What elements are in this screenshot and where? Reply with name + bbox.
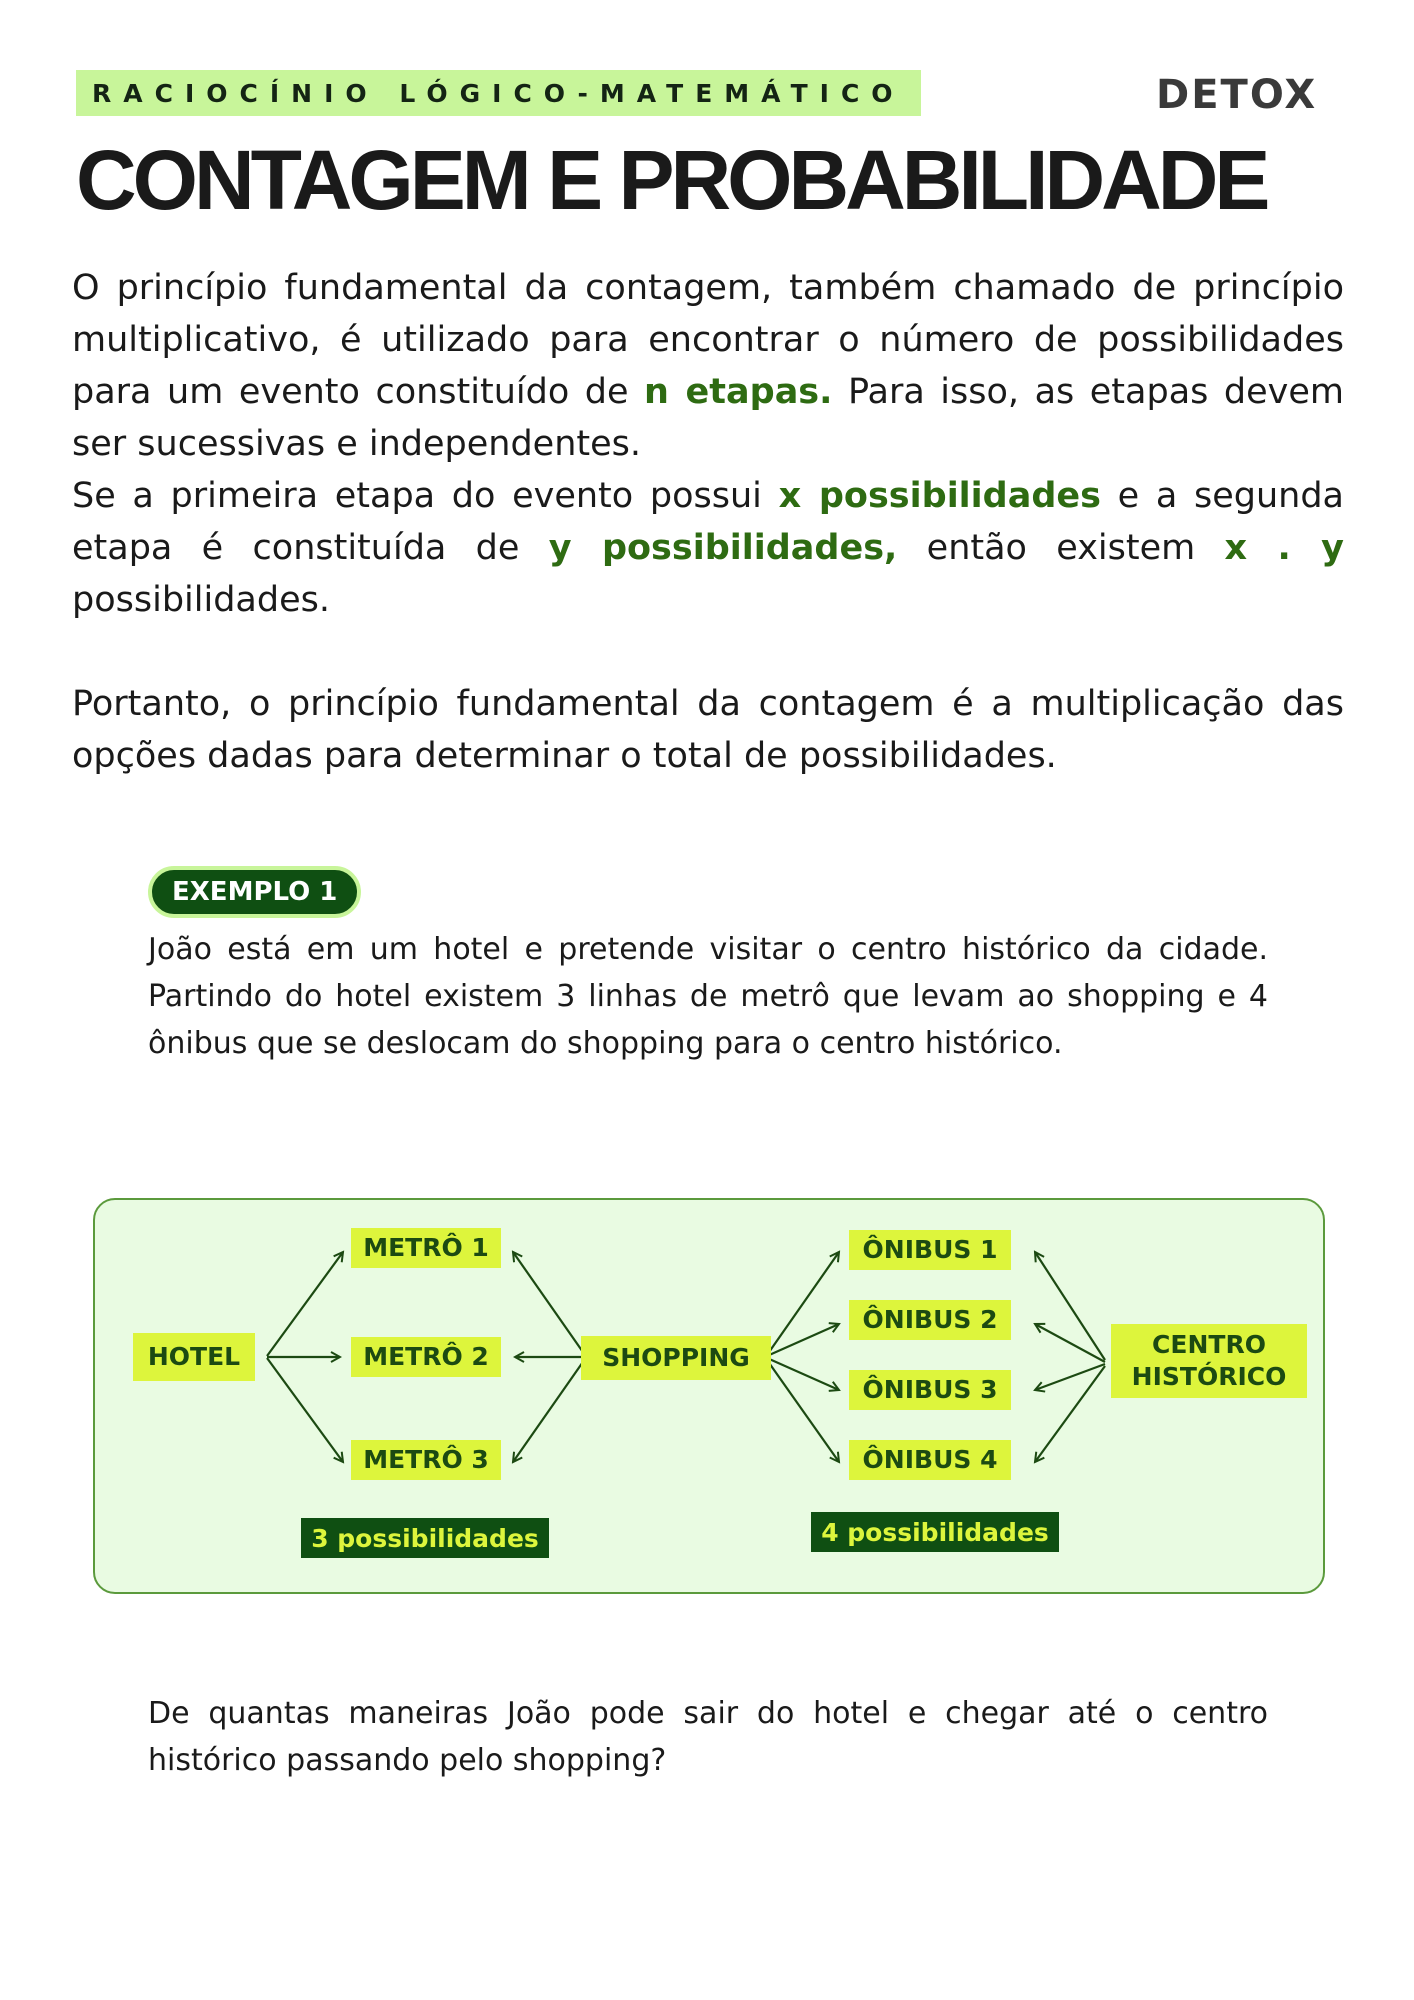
intro-text-segment: Se a primeira etapa do evento possui [72, 476, 779, 516]
node-shopping: SHOPPING [581, 1336, 771, 1380]
node-metro-2: METRÔ 2 [351, 1337, 501, 1377]
subject-tag: RACIOCÍNIO LÓGICO-MATEMÁTICO [76, 70, 921, 116]
intro-text-segment: O princípio fundamental da contagem, também chamado de princípio multiplicativo, é utilizado para encontrar o número de possibilidades para um evento constituído de [72, 268, 1344, 412]
node-onibus-1: ÔNIBUS 1 [849, 1230, 1011, 1270]
intro-paragraph-3: Portanto, o princípio fundamental da contagem é a multiplicação das opções dadas para determinar o total de possibilidades. [72, 684, 1344, 776]
intro-text [72, 262, 1344, 782]
brand-logo: DETOX [1156, 72, 1318, 118]
arrow-hotel-metro-1 [267, 1252, 343, 1356]
example-question: De quantas maneiras João pode sair do hotel e chegar até o centro histórico passando pelo shopping? [148, 1696, 1268, 1778]
arrow-shopping-metro-3 [513, 1359, 585, 1462]
example-text: João está em um hotel e pretende visitar o centro histórico da cidade. Partindo do hotel existem 3 linhas de metrô que levam ao shopping e 4 ônibus que se deslocam do shopping para o centro histórico. [148, 932, 1268, 1061]
intro-text-segment: então existem [897, 528, 1225, 568]
node-hotel: HOTEL [133, 1333, 255, 1381]
node-onibus-3: ÔNIBUS 3 [849, 1370, 1011, 1410]
intro-paragraph-2 [72, 470, 1344, 626]
centro-line-2: HISTÓRICO [1131, 1362, 1287, 1391]
highlight-x-y: x . y [1224, 528, 1344, 568]
arrow-hotel-metro-3 [267, 1358, 343, 1462]
node-onibus-2: ÔNIBUS 2 [849, 1300, 1011, 1340]
intro-text-segment: Para isso, as etapas devem ser sucessivas e independentes. [72, 372, 1344, 464]
node-metro-1: METRÔ 1 [351, 1228, 501, 1268]
paragraph-gap [72, 626, 1344, 678]
arrow-shopping-onibus-4 [767, 1360, 839, 1462]
page-title: CONTAGEM E PROBABILIDADE [76, 133, 1267, 227]
arrow-centro-onibus-3 [1035, 1364, 1105, 1390]
intro-text-segment: possibilidades. [72, 580, 330, 620]
arrow-shopping-metro-1 [513, 1252, 585, 1355]
intro-text-segment: e a segunda etapa é constituída de [72, 476, 1345, 568]
node-onibus-4: ÔNIBUS 4 [849, 1440, 1011, 1480]
route-diagram [93, 1198, 1325, 1594]
highlight-y-possibilidades: y possibilidades, [548, 528, 898, 568]
metro-count-label: 3 possibilidades [301, 1518, 549, 1558]
centro-line-1: CENTRO [1152, 1330, 1266, 1359]
node-centro-historico [1111, 1324, 1307, 1398]
example-badge: EXEMPLO 1 [148, 866, 361, 918]
intro-paragraph-1 [72, 262, 1344, 470]
highlight-x-possibilidades: x possibilidades [778, 476, 1101, 516]
onibus-count-label: 4 possibilidades [811, 1512, 1059, 1552]
node-metro-3: METRÔ 3 [351, 1440, 501, 1480]
highlight-n-etapas: n etapas. [644, 372, 833, 412]
arrow-centro-onibus-4 [1035, 1366, 1105, 1462]
